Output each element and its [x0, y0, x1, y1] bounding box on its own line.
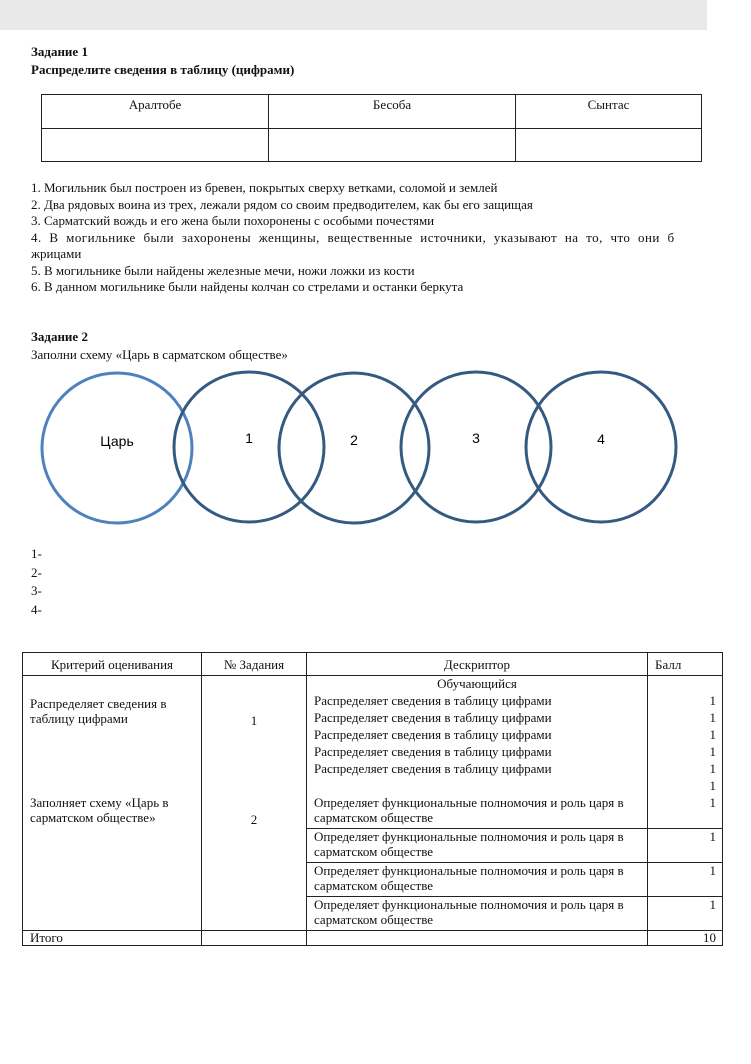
points-cell: 1: [648, 829, 723, 863]
answer-line-1[interactable]: 1-: [31, 546, 42, 561]
points-cell: 1: [648, 897, 723, 931]
points-cell: 1: [648, 727, 723, 744]
descriptor-row: Распределяет сведения в таблицу цифрами: [307, 710, 648, 727]
list-item: 4. В могильнике были захоронены женщины, вещественные источники, указывают на то, что они б: [31, 229, 675, 245]
task2-heading: Задание 2: [31, 329, 88, 344]
points-empty: [648, 676, 723, 694]
task1-instruction: Распределите сведения в таблицу (цифрами): [31, 62, 295, 77]
points-cell: 1: [648, 744, 723, 761]
list-item: 5. В могильнике были найдены железные мечи, ножи ложки из кости: [31, 262, 415, 278]
points-cell: 1: [648, 863, 723, 897]
descriptor-row: Определяет функциональные полномочия и роль царя в сарматском обществе: [307, 897, 648, 931]
list-item: 6. В данном могильнике были найдены колчан со стрелами и останки беркута: [31, 279, 464, 294]
list-item-continuation: жрицами: [31, 246, 82, 261]
col-header-besoba: Бесоба: [269, 95, 516, 129]
task1-items: [31, 180, 751, 296]
task1-heading: Задание 1: [31, 44, 88, 59]
descriptor-empty: [307, 778, 648, 795]
total-empty: [307, 931, 648, 946]
list-item: 2. Два рядовых воина из трех, лежали рядом со своим предводителем, как бы его защищая: [31, 196, 533, 212]
task2-answers: [31, 545, 42, 619]
points-cell: 1: [648, 761, 723, 778]
circle-4: [526, 372, 676, 522]
total-label: Итого: [23, 931, 202, 946]
circle-label-4: 4: [597, 431, 605, 447]
top-gray-bar: [0, 0, 707, 30]
answer-line-3[interactable]: 3-: [31, 583, 42, 598]
circle-3: [401, 372, 551, 522]
answer-cell-syntas[interactable]: [516, 129, 702, 162]
tsar-scheme: [0, 360, 707, 535]
task-no-1: 1: [202, 676, 307, 796]
list-item: 3. Сарматский вождь и его жена были похоронены с особыми почестями: [31, 213, 435, 228]
circle-label-tsar: Царь: [100, 433, 134, 449]
descriptor-row: Распределяет сведения в таблицу цифрами: [307, 744, 648, 761]
assessment-table: [22, 652, 723, 946]
circle-label-3: 3: [472, 430, 480, 446]
descriptor-intro: Обучающийся: [307, 676, 648, 694]
task-no-2: 2: [202, 795, 307, 931]
circle-2: [279, 373, 429, 523]
criterion-2: Заполняет схему «Царь в сарматском обществе»: [23, 795, 202, 931]
points-cell: 1: [648, 710, 723, 727]
descriptor-row: Распределяет сведения в таблицу цифрами: [307, 727, 648, 744]
answer-line-4[interactable]: 4-: [31, 601, 42, 617]
task2-instruction: Заполни схему «Царь в сарматском обществе»: [31, 347, 288, 362]
task1-table: [41, 94, 702, 162]
total-empty: [202, 931, 307, 946]
points-cell: 1: [648, 778, 723, 795]
circle-label-1: 1: [245, 430, 253, 446]
answer-line-2[interactable]: 2-: [31, 564, 42, 580]
descriptor-row: Определяет функциональные полномочия и роль царя в сарматском обществе: [307, 829, 648, 863]
col-header-syntas: Сынтас: [516, 95, 702, 129]
descriptor-row: Определяет функциональные полномочия и роль царя в сарматском обществе: [307, 795, 648, 829]
descriptor-row: Распределяет сведения в таблицу цифрами: [307, 693, 648, 710]
list-item: 1. Могильник был построен из бревен, покрытых сверху ветками, соломой и землей: [31, 180, 498, 195]
header-points: Балл: [648, 653, 723, 676]
answer-cell-araltobe[interactable]: [42, 129, 269, 162]
total-value: 10: [648, 931, 723, 946]
points-cell: 1: [648, 693, 723, 710]
header-criterion: Критерий оценивания: [23, 653, 202, 676]
descriptor-row: Распределяет сведения в таблицу цифрами: [307, 761, 648, 778]
header-descriptor: Дескриптор: [307, 653, 648, 676]
answer-cell-besoba[interactable]: [269, 129, 516, 162]
criterion-1: Распределяет сведения в таблицу цифрами: [23, 676, 202, 796]
descriptor-row: Определяет функциональные полномочия и роль царя в сарматском обществе: [307, 863, 648, 897]
points-cell: 1: [648, 795, 723, 829]
col-header-araltobe: Аралтобе: [42, 95, 269, 129]
header-task-no: № Задания: [202, 653, 307, 676]
circle-label-2: 2: [350, 432, 358, 448]
